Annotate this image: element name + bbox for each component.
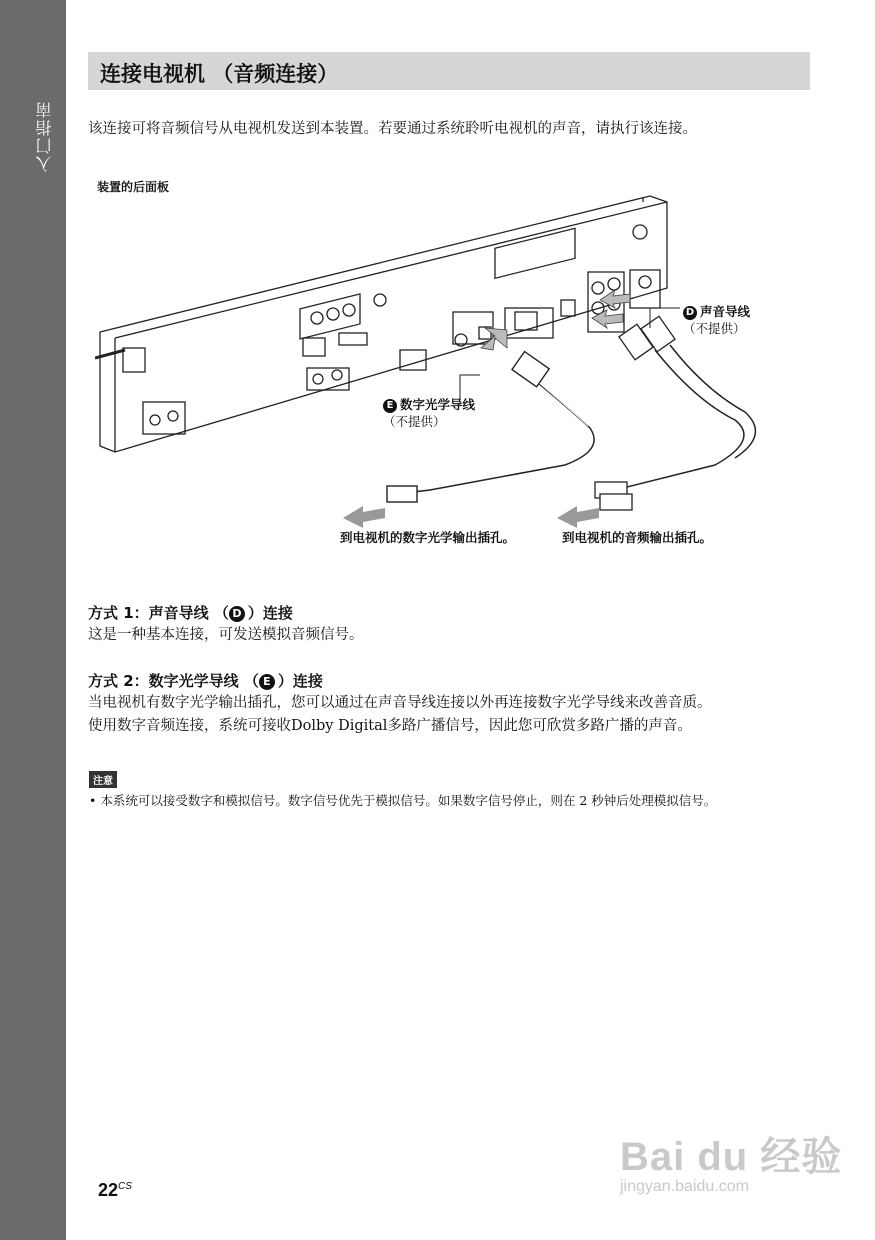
method-2-head-prefix: 方式 2：数字光学导线 （ bbox=[88, 672, 259, 690]
method-1-badge: D bbox=[229, 606, 245, 622]
watermark-sub: jingyan.baidu.com bbox=[620, 1178, 749, 1195]
callout-d-label: 声音导线 bbox=[700, 304, 751, 319]
arrow-audio-in-2 bbox=[592, 310, 623, 328]
arrow-to-tv-audio bbox=[557, 506, 599, 528]
page-number bbox=[98, 1180, 132, 1201]
page-number-suffix: CS bbox=[118, 1181, 132, 1192]
method-2-body-2: 使用数字音频连接，系统可接收Dolby Digital多路广播信号，因此您可欣赏多路广播的声音。 bbox=[88, 718, 692, 734]
side-tab-label: 入门指南 bbox=[35, 100, 54, 172]
method-2-badge: E bbox=[259, 674, 275, 690]
callout-e-badge: E bbox=[383, 399, 397, 413]
method-1 bbox=[88, 602, 810, 647]
callout-audio-cable bbox=[683, 303, 750, 337]
method-2-heading bbox=[88, 670, 810, 692]
intro-paragraph: 该连接可将音频信号从电视机发送到本装置。若要通过系统聆听电视机的声音，请执行该连接。 bbox=[88, 121, 697, 137]
note-text: • 本系统可以接受数字和模拟信号。数字信号优先于模拟信号。如果数字信号停止，则在 2 秒钟后处理模拟信号。 bbox=[89, 793, 717, 808]
audio-cable bbox=[615, 350, 744, 490]
dest-optical-label: 到电视机的数字光学输出插孔。 bbox=[340, 530, 516, 545]
method-1-head-prefix: 方式 1：声音导线 （ bbox=[88, 604, 229, 622]
method-2-body-1: 当电视机有数字光学输出插孔，您可以通过在声音导线连接以外再连接数字光学导线来改善音质。 bbox=[88, 695, 712, 711]
method-1-head-suffix: ）连接 bbox=[247, 604, 293, 622]
note-tag: 注意 bbox=[89, 771, 117, 788]
method-1-heading bbox=[88, 602, 810, 624]
side-tab bbox=[0, 0, 66, 1240]
section-title: 连接电视机 （音频连接） bbox=[100, 62, 339, 86]
watermark-main: Bai du 经验 bbox=[620, 1135, 843, 1179]
callout-d-sub: （不提供） bbox=[683, 321, 746, 336]
dest-audio-label: 到电视机的音频输出插孔。 bbox=[562, 530, 713, 545]
section-title-bar bbox=[88, 52, 810, 90]
callout-optical-cable bbox=[383, 396, 475, 430]
method-1-body: 这是一种基本连接，可发送模拟音频信号。 bbox=[88, 627, 364, 643]
callout-e-sub: （不提供） bbox=[383, 414, 446, 429]
arrow-to-tv-optical bbox=[343, 506, 385, 528]
connection-diagram bbox=[95, 190, 815, 560]
baidu-watermark bbox=[620, 1125, 842, 1196]
method-2 bbox=[88, 670, 810, 738]
method-2-head-suffix: ）连接 bbox=[277, 672, 323, 690]
rear-panel-caption: 装置的后面板 bbox=[97, 180, 170, 194]
page-number-value: 22 bbox=[98, 1180, 119, 1200]
callout-d-badge: D bbox=[683, 306, 697, 320]
callout-e-label: 数字光学导线 bbox=[400, 397, 476, 412]
